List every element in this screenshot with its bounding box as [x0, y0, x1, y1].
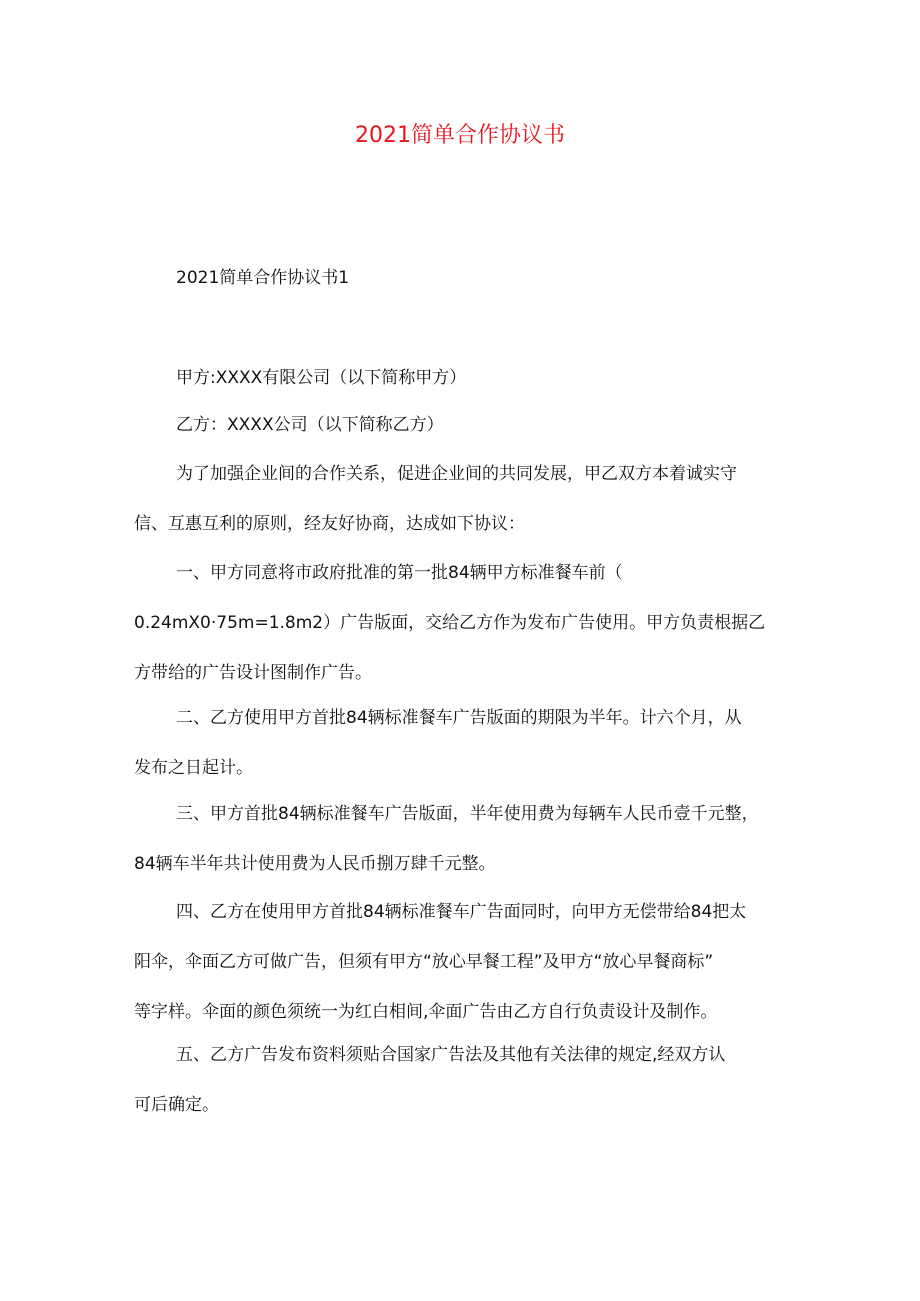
paragraph-line: 甲方:XXXX有限公司（以下简称甲方）	[176, 368, 467, 388]
paragraph-line: 84辆车半年共计使用费为人民币捌万肆千元整。	[134, 854, 496, 874]
clause-5-paragraph	[134, 1043, 794, 1117]
paragraph-line: 四、乙方在使用甲方首批84辆标准餐车广告面同时，向甲方无偿带给84把太	[176, 902, 747, 922]
party-a-paragraph	[134, 366, 794, 390]
document-subtitle: 2021简单合作协议书1	[176, 268, 350, 288]
paragraph-line: 可后确定。	[134, 1095, 219, 1115]
party-b-paragraph	[134, 413, 794, 437]
clause-4-paragraph	[134, 900, 794, 1024]
paragraph-line: 方带给的广告设计图制作广告。	[134, 663, 372, 683]
paragraph-line: 二、乙方使用甲方首批84辆标准餐车广告版面的期限为半年。计六个月，从	[176, 708, 742, 728]
preamble-paragraph	[134, 462, 794, 536]
paragraph-line: 阳伞，伞面乙方可做广告，但须有甲方“放心早餐工程”及甲方“放心早餐商标”	[134, 952, 714, 972]
paragraph-line: 发布之日起计。	[134, 758, 253, 778]
document-title: 2021简单合作协议书	[355, 123, 565, 148]
paragraph-line: 一、甲方同意将市政府批准的第一批84辆甲方标准餐车前（	[176, 563, 623, 583]
clause-3-paragraph	[134, 802, 794, 876]
paragraph-line: 为了加强企业间的合作关系，促进企业间的共同发展，甲乙双方本着诚实守	[176, 464, 737, 484]
clause-1-paragraph	[134, 561, 794, 685]
paragraph-line: 五、乙方广告发布资料须贴合国家广告法及其他有关法律的规定,经双方认	[176, 1045, 726, 1065]
paragraph-line: 0.24mX0·75m=1.8m2）广告版面，交给乙方作为发布广告使用。甲方负责根据乙	[134, 613, 766, 633]
clause-2-paragraph	[134, 706, 794, 780]
paragraph-line: 信、互惠互利的原则，经友好协商，达成如下协议：	[134, 514, 525, 534]
paragraph-line: 乙方：XXXX公司（以下简称乙方）	[176, 415, 444, 435]
paragraph-line: 三、甲方首批84辆标准餐车广告版面，半年使用费为每辆车人民币壹千元整，	[176, 804, 759, 824]
paragraph-line: 等字样。伞面的颜色须统一为红白相间,伞面广告由乙方自行负责设计及制作。	[134, 1002, 718, 1022]
